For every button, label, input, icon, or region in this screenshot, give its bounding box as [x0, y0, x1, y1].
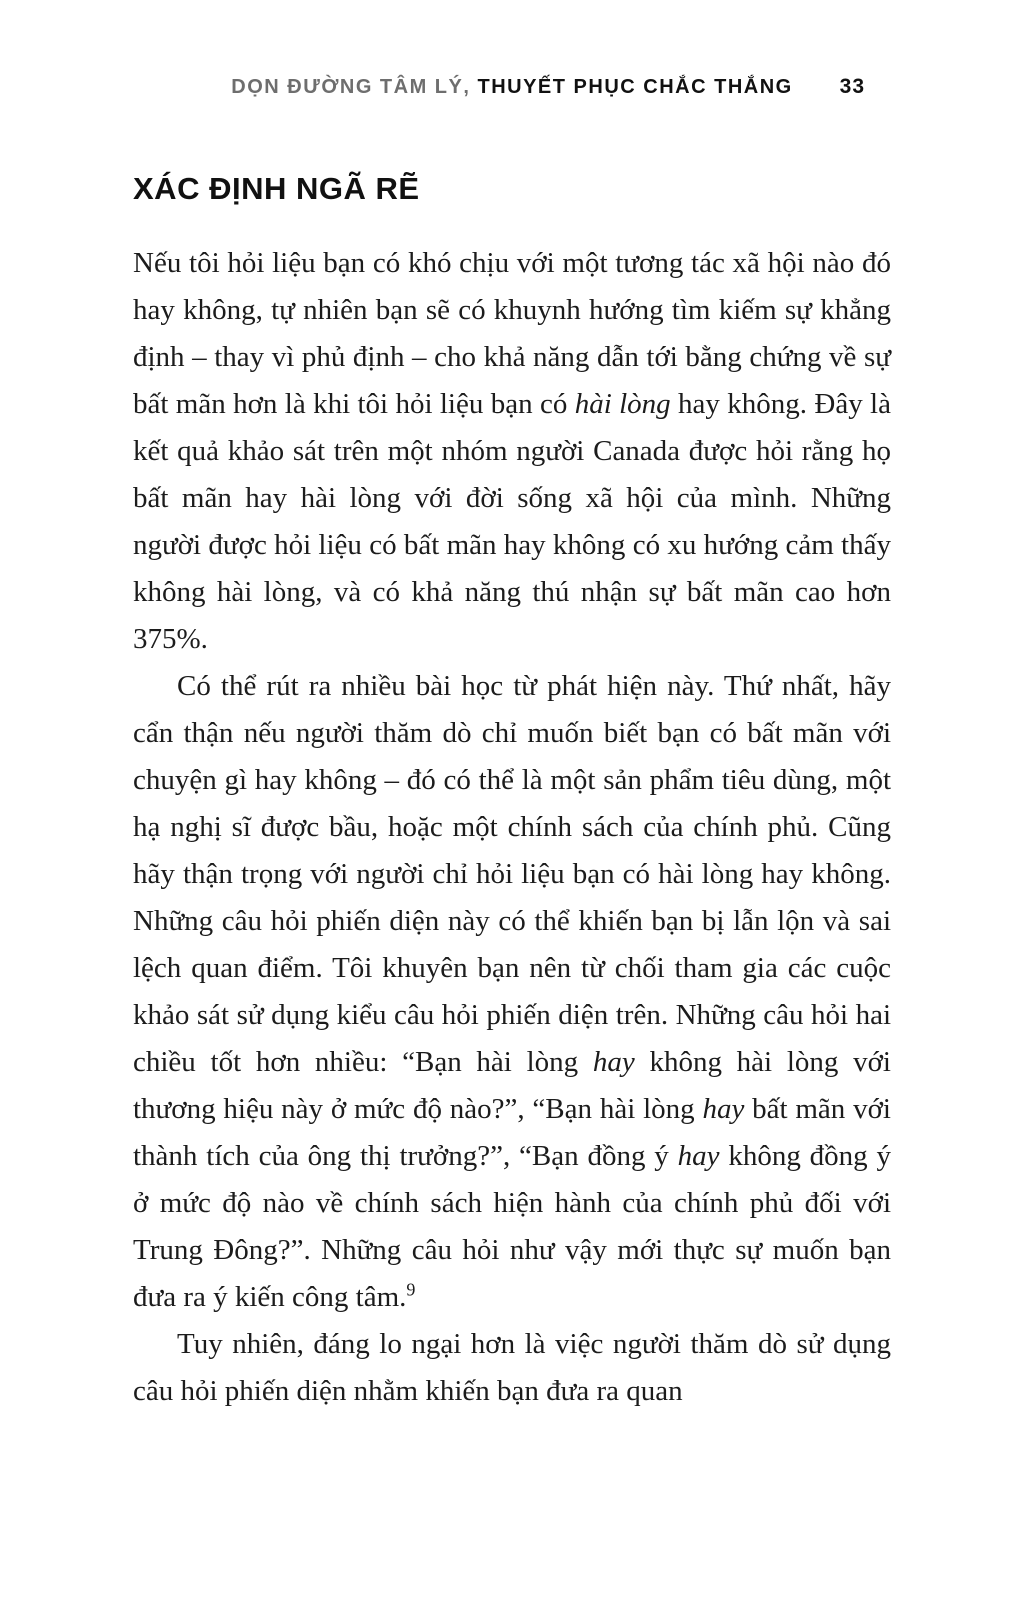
text-run: không hài lòng với thương hiệu này ở mức độ nào?”, “Bạn hài lòng	[133, 1046, 891, 1126]
running-title	[231, 76, 792, 98]
text-run: Có thể rút ra nhiều bài học từ phát hiện này. Thứ nhất, hãy cẩn thận nếu người thăm dò chỉ muốn biết bạn có bất mãn với chuyện gì hay không – đó có thể là một sản phẩm tiêu dùng, một hạ nghị sĩ được bầu, hoặc một chính sách của chính phủ. Cũng hãy thận trọng với người chỉ hỏi liệu bạn có hài lòng hay không. Những câu hỏi phiến diện này có thể khiến bạn bị lẫn lộn và sai lệch quan điểm. Tôi khuyên bạn nên từ chối tham gia các cuộc khảo sát sử dụng kiểu câu hỏi phiến diện trên. Những câu hỏi hai chiều tốt hơn nhiều: “Bạn hài lòng	[133, 670, 891, 1079]
text-run: không đồng ý ở mức độ nào về chính sách hiện hành của chính phủ đối với Trung Đông?”. Những câu hỏi như vậy mới thực sự muốn bạn đưa ra ý kiến công tâm.	[133, 1140, 892, 1314]
running-header	[133, 74, 891, 100]
text-run: hay không. Đây là kết quả khảo sát trên một nhóm người Canada được hỏi rằng họ bất mãn hay hài lòng với đời sống xã hội của mình. Những người được hỏi liệu có bất mãn hay không có xu hướng cảm thấy không hài lòng, và có khả năng thú nhận sự bất mãn cao hơn 375%.	[133, 388, 891, 656]
text-run: Nếu tôi hỏi liệu bạn có khó chịu với một tương tác xã hội nào đó hay không, tự nhiên bạn sẽ có khuynh hướng tìm kiếm sự khẳng định – thay vì phủ định – cho khả năng dẫn tới bằng chứng về sự bất mãn hơn là khi tôi hỏi liệu bạn có	[133, 247, 891, 421]
text-run: hay	[677, 1140, 720, 1173]
paragraph	[133, 240, 891, 663]
text-run: bất mãn với thành tích của ông thị trưởng?”, “Bạn đồng ý	[133, 1093, 891, 1173]
body-text	[133, 240, 891, 1415]
text-run: hài lòng	[574, 388, 671, 421]
running-title-book: THUYẾT PHỤC CHẮC THẮNG	[477, 76, 793, 98]
text-run: hay	[592, 1046, 635, 1079]
text-run: 9	[406, 1279, 416, 1300]
paragraph	[133, 1321, 891, 1415]
paragraph	[133, 663, 891, 1321]
running-title-chapter: DỌN ĐƯỜNG TÂM LÝ,	[231, 76, 478, 98]
text-run: Tuy nhiên, đáng lo ngại hơn là việc người thăm dò sử dụng câu hỏi phiến diện nhằm khiến bạn đưa ra quan	[133, 1328, 891, 1408]
text-run: hay	[702, 1093, 745, 1126]
page-number: 33	[839, 75, 865, 98]
section-heading: XÁC ĐỊNH NGÃ RẼ	[133, 171, 420, 206]
